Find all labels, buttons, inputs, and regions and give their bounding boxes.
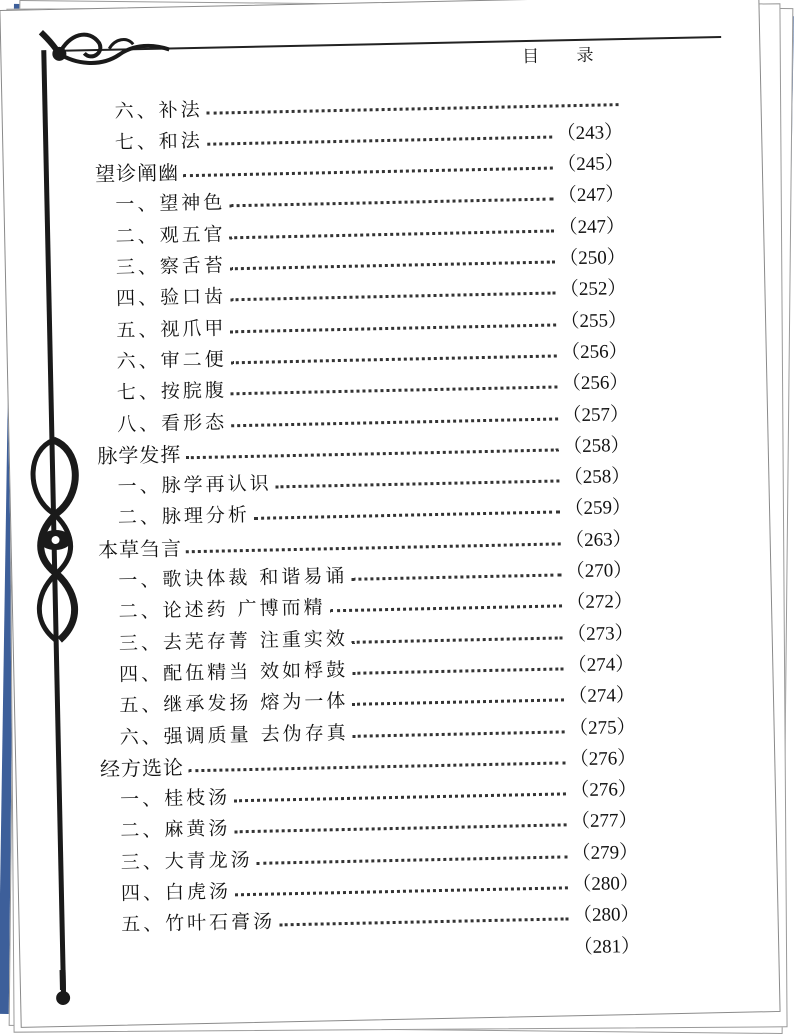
toc-entry-title: 五、继承发扬 熔为一体: [119, 690, 349, 717]
toc-entry-title: 脉学发挥: [97, 442, 182, 468]
leader-dots: [230, 227, 555, 239]
toc-entry-title: 经方选论: [99, 755, 185, 781]
toc-entry-page: （257）: [562, 403, 630, 426]
toc-entry-title: 一、歌诀体裁 和谐易诵: [118, 564, 348, 592]
toc-entry-title: 七、和法: [114, 129, 204, 154]
leader-dots: [234, 790, 566, 802]
leader-dots: [229, 196, 554, 208]
toc-entry-page: （245）: [557, 153, 624, 176]
leader-dots: [231, 415, 559, 427]
toc-entry-page: （273）: [566, 622, 634, 645]
leader-dots: [230, 258, 556, 270]
toc-entry-title: 六、审二便: [116, 348, 227, 373]
toc-entry-page: （247）: [557, 184, 625, 207]
toc-entry-page: （276）: [569, 747, 637, 771]
leader-dots: [183, 165, 553, 178]
toc-entry-page: （243）: [556, 121, 624, 145]
toc-entry-page: （263）: [564, 528, 632, 552]
toc-entry-page: （258）: [562, 434, 630, 458]
toc-entry-page: （274）: [567, 653, 635, 677]
leader-dots: [276, 478, 560, 489]
toc-entry-page: （281）: [573, 935, 641, 958]
toc-entry-title: 四、配伍精当 效如桴鼓: [118, 658, 349, 686]
toc-entry-title: 二、论述药 广博而精: [118, 596, 326, 623]
leader-dots: [185, 446, 559, 459]
toc-entry-page: （256）: [561, 372, 629, 395]
toc-entry-page: （275）: [568, 716, 636, 739]
leader-dots: [188, 759, 566, 772]
leader-dots: [230, 321, 556, 333]
toc-entry-title: 一、脉学再认识: [117, 472, 272, 498]
leader-dots: [235, 884, 569, 896]
toc-entry-title: 七、按脘腹: [116, 379, 228, 404]
toc-entry-page: （258）: [563, 466, 631, 489]
toc-entry-title: 二、麻黄汤: [120, 817, 231, 843]
toc-entry-page: （259）: [564, 497, 632, 520]
toc-entry-title: 六、强调质量 去伪存真: [119, 721, 349, 749]
toc-entry-title: 本草刍言: [97, 536, 183, 562]
toc-entry-title: 一、桂枝汤: [119, 786, 231, 811]
leader-dots: [352, 634, 563, 643]
leader-dots: [207, 133, 553, 145]
leader-dots: [257, 853, 568, 865]
leader-dots: [352, 697, 564, 706]
page-header: 目 录: [521, 45, 610, 68]
leader-dots: [353, 728, 565, 737]
leader-dots: [234, 822, 567, 834]
toc-entry-title: 五、视爪甲: [116, 316, 227, 342]
leader-dots: [230, 290, 556, 302]
leader-dots: [279, 916, 569, 927]
toc-entry-title: 三、察舌苔: [115, 254, 227, 279]
toc-entry-title: 二、观五官: [115, 223, 226, 248]
toc-entry-title: 六、补法: [114, 98, 203, 123]
toc-entry-title: 五、竹叶石膏汤: [120, 910, 276, 937]
toc-entry-title: 一、望神色: [115, 191, 226, 217]
leader-dots: [254, 509, 561, 520]
toc-entry-page: （279）: [571, 841, 639, 864]
toc-entry-page: （277）: [570, 810, 638, 833]
toc-entry-page: （247）: [558, 215, 626, 239]
toc-entry-title: 二、脉理分析: [117, 504, 251, 530]
toc-entry-page: （255）: [560, 309, 628, 332]
toc-entry-title: 四、白虎汤: [120, 880, 232, 905]
toc-entry-page: （272）: [566, 591, 634, 614]
toc-entry-page: （276）: [570, 778, 638, 802]
toc-entry-page: （280）: [572, 904, 640, 927]
leader-dots: [330, 603, 563, 613]
leader-dots: [231, 384, 558, 396]
toc-entry-page: （270）: [565, 559, 633, 583]
leader-dots: [207, 101, 619, 115]
toc-entry-title: 望诊阐幽: [94, 160, 180, 187]
leader-dots: [351, 571, 561, 580]
toc-entry-title: 三、大青龙汤: [120, 848, 253, 874]
leader-dots: [231, 352, 558, 364]
toc-entry-page: （256）: [560, 340, 628, 364]
toc-entry-title: 四、验口齿: [115, 285, 227, 310]
toc-entry-page: （274）: [568, 685, 636, 708]
toc-entry-page: （280）: [572, 872, 640, 896]
toc-entry-title: 八、看形态: [116, 410, 228, 436]
toc-entry-page: （250）: [559, 247, 626, 270]
toc-entry-title: 三、去芜存菁 注重实效: [118, 627, 349, 655]
leader-dots: [186, 540, 561, 553]
leader-dots: [352, 665, 564, 674]
toc-entry-page: （252）: [559, 278, 627, 301]
